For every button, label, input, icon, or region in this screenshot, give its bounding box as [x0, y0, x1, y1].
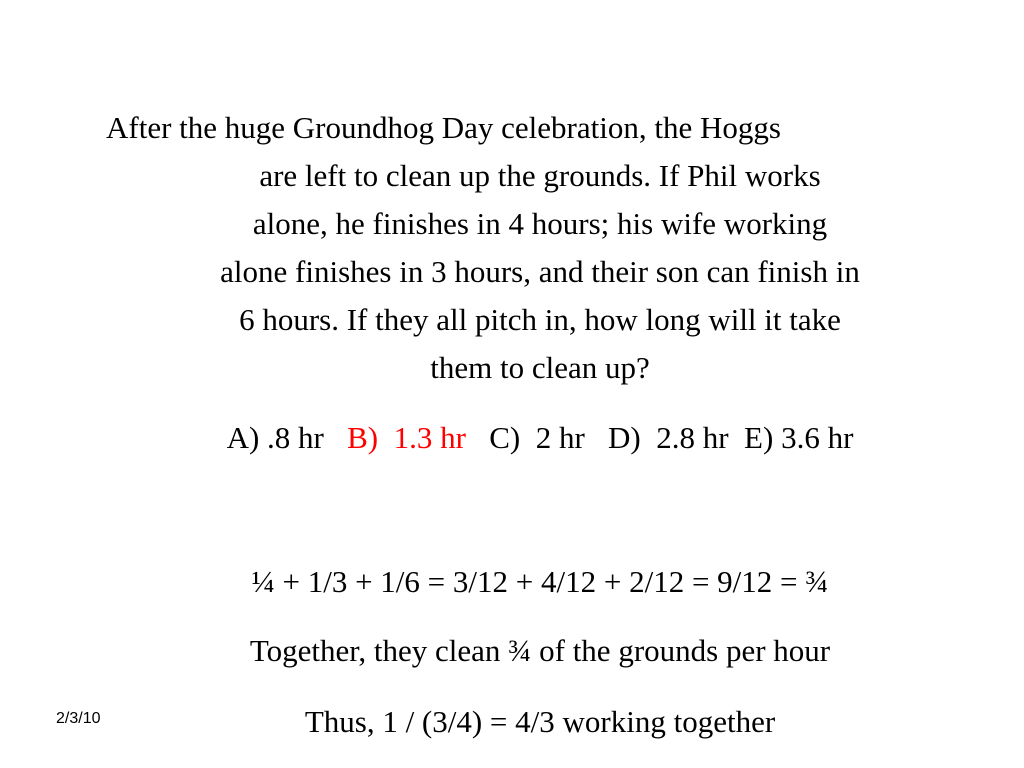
problem-line: 6 hours. If they all pitch in, how long will it take	[239, 302, 841, 337]
problem-line: are left to clean up the grounds. If Phil works	[259, 158, 821, 193]
conclusion-statement: Thus, 1 / (3/4) = 4/3 working together	[304, 704, 776, 739]
problem-line: alone, he finishes in 4 hours; his wife working	[252, 206, 828, 241]
problem-line: alone finishes in 3 hours, and their son can finish in	[220, 254, 860, 289]
problem-line: After the huge Groundhog Day celebration, the Hoggs	[106, 110, 781, 145]
problem-line: them to clean up?	[430, 350, 650, 385]
slide-date: 2/3/10	[56, 710, 101, 727]
problem-statement	[100, 104, 980, 392]
choice-a: A) .8 hr	[226, 420, 348, 455]
answer-choices	[100, 414, 980, 462]
choices-c-to-e: C) 2 hr D) 2.8 hr E) 3.6 hr	[465, 420, 854, 455]
together-rate-statement: Together, they clean ¾ of the grounds per hour	[249, 633, 831, 668]
fraction-equation: ¼ + 1/3 + 1/6 = 3/12 + 4/12 + 2/12 = 9/12 = ¾	[251, 564, 829, 599]
choice-b-correct: B) 1.3 hr	[347, 420, 466, 455]
